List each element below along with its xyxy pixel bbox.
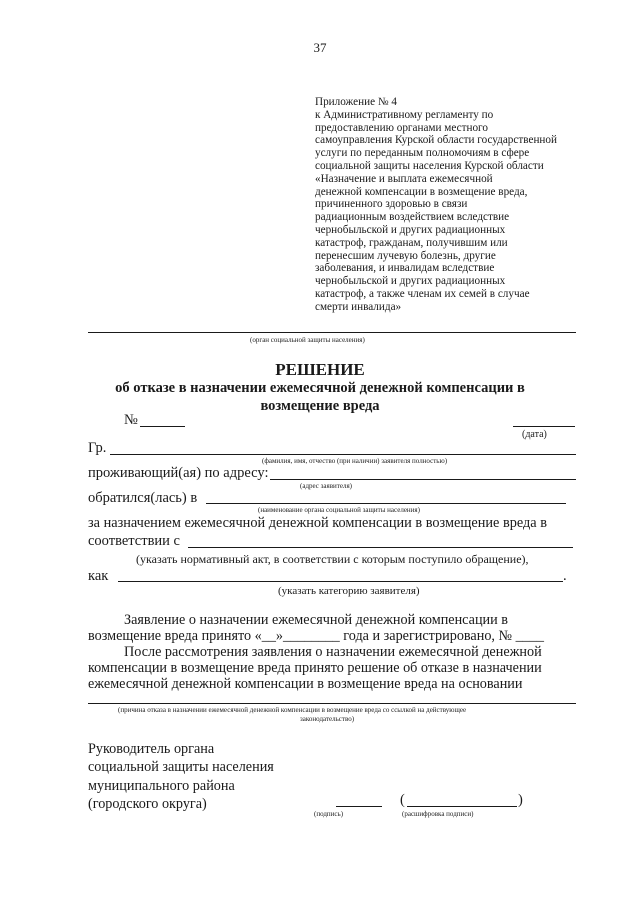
page-number: 37: [313, 40, 327, 55]
paragraph-2-line1: После рассмотрения заявления о назначении ежемесячной денежной: [124, 644, 542, 660]
appendix-line: катастроф, а также членам их семей в случае: [315, 287, 530, 300]
decode-close-bracket: ): [518, 792, 523, 808]
address-field: [270, 479, 576, 480]
number-label: №: [124, 412, 138, 428]
signature-position-block: [88, 740, 274, 814]
appendix-line: «Назначение и выплата ежемесячной: [315, 172, 493, 185]
paragraph-1-line2: возмещение вреда принято «__»________ года и зарегистрировано, № ____: [88, 628, 544, 644]
appendix-line: самоуправления Курской области государственной: [315, 134, 557, 147]
citizen-caption: (фамилия, имя, отчество (при наличии) заявителя полностью): [262, 457, 448, 465]
decode-caption: (расшифровка подписи): [402, 810, 474, 818]
appendix-line: перенесшим лучевую болезнь, другие: [315, 249, 496, 262]
paragraph-2-line2: компенсации в возмещение вреда принято решение об отказе в назначении: [88, 660, 542, 676]
signature-position-line: (городского округа): [88, 796, 207, 813]
appendix-block: [315, 96, 557, 314]
as-end: .: [563, 568, 567, 584]
applied-caption: (наименование органа социальной защиты населения): [258, 506, 420, 514]
appendix-line: денежной компенсации в возмещение вреда,: [315, 185, 528, 198]
appendix-heading: Приложение № 4: [315, 96, 397, 108]
category-caption: (указать категорию заявителя): [278, 585, 420, 597]
applied-field: [206, 503, 566, 504]
address-caption: (адрес заявителя): [300, 482, 352, 490]
document-title: РЕШЕНИЕ: [275, 360, 365, 379]
category-field: [118, 581, 563, 582]
signature-field: [336, 806, 382, 807]
act-caption: (указать нормативный акт, в соответствии с которым поступило обращение),: [136, 552, 529, 566]
citizen-label: Гр.: [88, 440, 107, 456]
appendix-line: услуги по переданным полномочиям в сфере: [315, 147, 530, 160]
signature-position-line: социальной защиты населения: [88, 759, 274, 776]
appendix-line: причиненного здоровью в связи: [315, 198, 468, 211]
accordance-field: [188, 547, 573, 548]
appendix-line: катастроф, гражданам, получившим или: [315, 236, 508, 249]
address-label: проживающий(ая) по адресу:: [88, 465, 269, 481]
signature-caption: (подпись): [314, 810, 344, 818]
document-subtitle-line2: возмещение вреда: [260, 398, 380, 414]
reason-caption-line2: законодательство): [300, 715, 355, 723]
date-caption: (дата): [522, 429, 547, 440]
reason-caption-line1: (причина отказа в назначении ежемесячной денежной компенсации в возмещение вреда со ссылкой на действующее: [118, 706, 467, 714]
appendix-line: чернобыльской и других радиационных: [315, 275, 506, 288]
paragraph-1-line1: Заявление о назначении ежемесячной денежной компенсации в: [124, 612, 508, 628]
decode-field: [407, 806, 517, 807]
signature-position-line: муниципального района: [88, 777, 235, 794]
applied-label: обратился(лась) в: [88, 490, 198, 506]
decode-open-bracket: (: [400, 792, 405, 808]
appendix-line: заболевания, и инвалидам вследствие: [315, 262, 495, 275]
citizen-field: [110, 454, 576, 455]
purpose-text: за назначением ежемесячной денежной компенсации в возмещение вреда в: [88, 515, 547, 531]
appendix-line: предоставлению органами местного: [315, 121, 488, 134]
authority-line: [88, 332, 576, 333]
paragraph-2-line3: ежемесячной денежной компенсации в возмещение вреда на основании: [88, 676, 523, 692]
appendix-line: к Административному регламенту по: [315, 108, 494, 121]
date-field: [513, 426, 575, 427]
reason-line: [88, 703, 576, 704]
appendix-line: радиационным воздействием вследствие: [315, 211, 510, 224]
document-subtitle-line1: об отказе в назначении ежемесячной денежной компенсации в: [115, 380, 525, 396]
appendix-line: социальной защиты населения Курской области: [315, 159, 544, 172]
accordance-label: соответствии с: [88, 533, 180, 549]
appendix-line: смерти инвалида»: [315, 300, 402, 313]
appendix-line: чернобыльской и других радиационных: [315, 223, 506, 236]
number-field: [140, 426, 185, 427]
authority-caption: (орган социальной защиты населения): [250, 336, 365, 344]
signature-position-line: Руководитель органа: [88, 741, 215, 757]
as-label: как: [88, 568, 109, 584]
